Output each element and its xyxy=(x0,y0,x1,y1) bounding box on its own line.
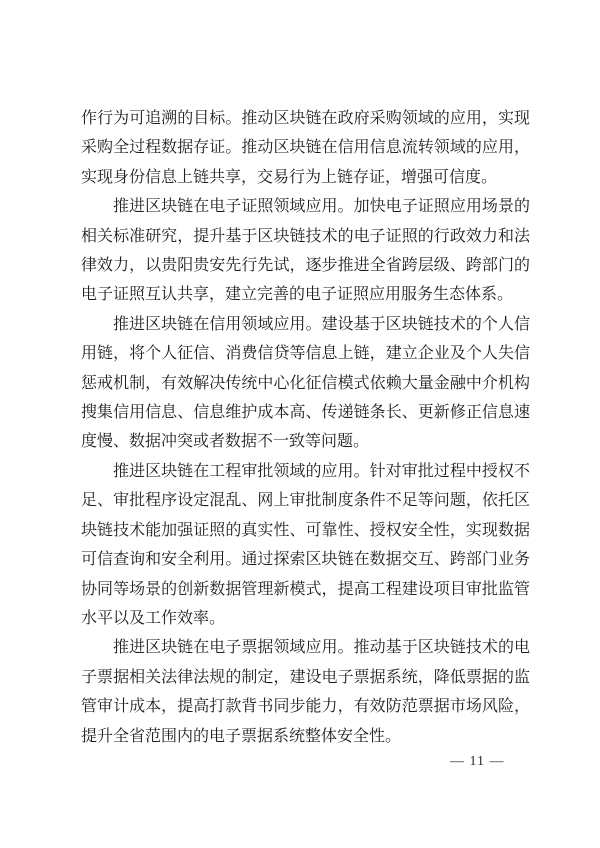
paragraph-continuation: 作行为可追溯的目标。推动区块链在政府采购领域的应用，实现采购全过程数据存证。推动区块链在信用信息流转领域的应用，实现身份信息上链共享，交易行为上链存证，增强可信度。 xyxy=(81,110,530,186)
document-body xyxy=(81,104,530,751)
paragraph-project-approval: 推进区块链在工程审批领域的应用。针对审批过程中授权不足、审批程序设定混乱、网上审批制度条件不足等问题，依托区块链技术能加强证照的真实性、可靠性、授权安全性，实现数据可信查询和安全利用。通过探索区块链在数据交互、跨部门业务协同等场景的创新数据管理新模式，提高工程建设项目审批监管水平以及工作效率。 xyxy=(81,462,530,627)
page-number: — 11 — xyxy=(450,754,505,769)
paragraph-credit-field: 推进区块链在信用领域应用。建设基于区块链技术的个人信用链，将个人征信、消费信贷等信息上链，建立企业及个人失信惩戒机制，有效解决传统中心化征信模式依赖大量金融中介机构搜集信用信息、信息维护成本高、传递链条长、更新修正信息速度慢、数据冲突或者数据不一致等问题。 xyxy=(81,315,530,451)
paragraph-electronic-certificates: 推进区块链在电子证照领域应用。加快电子证照应用场景的相关标准研究，提升基于区块链技术的电子证照的行政效力和法律效力，以贵阳贵安先行先试，逐步推进全省跨层级、跨部门的电子证照互认共享，建立完善的电子证照应用服务生态体系。 xyxy=(81,198,530,304)
paragraph-electronic-bills: 推进区块链在电子票据领域应用。推动基于区块链技术的电子票据相关法律法规的制定，建设电子票据系统，降低票据的监管审计成本，提高打款背书同步能力，有效防范票据市场风险，提升全省范围内的电子票据系统整体安全性。 xyxy=(81,639,530,745)
